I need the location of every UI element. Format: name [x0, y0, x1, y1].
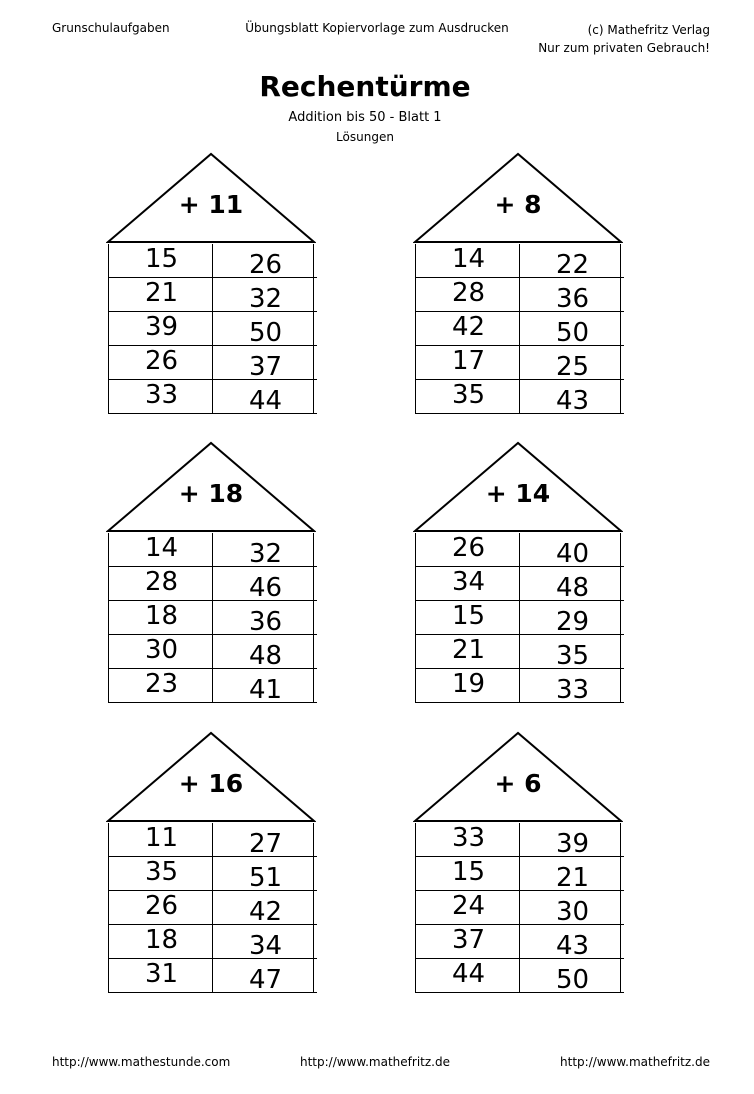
tower-roof — [413, 152, 623, 244]
input-number-cell: 30 — [109, 635, 213, 669]
input-number-cell: 35 — [416, 380, 520, 414]
result-number-cell: 44 — [213, 380, 317, 414]
result-number-cell: 40 — [520, 533, 624, 567]
result-number-cell: 30 — [520, 891, 624, 925]
result-number-cell: 42 — [213, 891, 317, 925]
result-number-cell: 50 — [213, 312, 317, 346]
tower-grid — [415, 533, 621, 703]
input-number-cell: 21 — [416, 635, 520, 669]
result-number-cell: 27 — [213, 823, 317, 857]
tower-operation: + 16 — [178, 769, 244, 798]
result-number-cell: 35 — [520, 635, 624, 669]
tower-operation: + 18 — [178, 479, 244, 508]
tower-grid — [108, 533, 314, 703]
input-number-cell: 24 — [416, 891, 520, 925]
answers-label: Lösungen — [336, 130, 394, 144]
result-number-cell: 39 — [520, 823, 624, 857]
input-number-cell: 39 — [109, 312, 213, 346]
input-number-cell: 35 — [109, 857, 213, 891]
result-number-cell: 32 — [213, 533, 317, 567]
footer-link-left[interactable]: http://www.mathestunde.com — [52, 1055, 231, 1069]
input-number-cell: 18 — [109, 601, 213, 635]
header-left: Grunschulaufgaben — [52, 21, 170, 35]
tower-roof — [106, 441, 316, 533]
tower-roof — [106, 152, 316, 244]
result-number-cell: 46 — [213, 567, 317, 601]
result-number-cell: 34 — [213, 925, 317, 959]
input-number-cell: 18 — [109, 925, 213, 959]
input-number-cell: 44 — [416, 959, 520, 993]
tower — [413, 441, 623, 703]
result-number-cell: 33 — [520, 669, 624, 703]
result-number-cell: 25 — [520, 346, 624, 380]
tower-operation: + 8 — [494, 190, 542, 219]
result-number-cell: 36 — [213, 601, 317, 635]
input-number-cell: 19 — [416, 669, 520, 703]
input-number-cell: 15 — [416, 857, 520, 891]
tower — [413, 731, 623, 993]
result-number-cell: 32 — [213, 278, 317, 312]
input-number-cell: 37 — [416, 925, 520, 959]
result-number-cell: 50 — [520, 312, 624, 346]
input-number-cell: 34 — [416, 567, 520, 601]
tower — [106, 152, 316, 414]
input-number-cell: 26 — [109, 346, 213, 380]
input-number-cell: 42 — [416, 312, 520, 346]
result-number-cell: 51 — [213, 857, 317, 891]
header-center: Übungsblatt Kopiervorlage zum Ausdrucken — [245, 21, 509, 35]
header-right — [538, 21, 710, 57]
page-subtitle: Addition bis 50 - Blatt 1 — [288, 110, 442, 125]
tower-grid — [108, 823, 314, 993]
input-number-cell: 26 — [109, 891, 213, 925]
tower-grid — [415, 823, 621, 993]
header-usage-note: Nur zum privaten Gebrauch! — [538, 41, 710, 55]
result-number-cell: 43 — [520, 925, 624, 959]
input-number-cell: 14 — [109, 533, 213, 567]
result-number-cell: 43 — [520, 380, 624, 414]
input-number-cell: 15 — [416, 601, 520, 635]
result-number-cell: 48 — [520, 567, 624, 601]
result-number-cell: 21 — [520, 857, 624, 891]
input-number-cell: 17 — [416, 346, 520, 380]
input-number-cell: 31 — [109, 959, 213, 993]
input-number-cell: 28 — [416, 278, 520, 312]
input-number-cell: 28 — [109, 567, 213, 601]
tower-grid — [108, 244, 314, 414]
tower — [106, 441, 316, 703]
footer-link-right[interactable]: http://www.mathefritz.de — [560, 1055, 710, 1069]
input-number-cell: 11 — [109, 823, 213, 857]
input-number-cell: 23 — [109, 669, 213, 703]
input-number-cell: 26 — [416, 533, 520, 567]
result-number-cell: 37 — [213, 346, 317, 380]
result-number-cell: 26 — [213, 244, 317, 278]
result-number-cell: 36 — [520, 278, 624, 312]
tower-operation: + 14 — [485, 479, 551, 508]
tower-roof — [106, 731, 316, 823]
input-number-cell: 33 — [109, 380, 213, 414]
result-number-cell: 50 — [520, 959, 624, 993]
result-number-cell: 22 — [520, 244, 624, 278]
result-number-cell: 47 — [213, 959, 317, 993]
result-number-cell: 29 — [520, 601, 624, 635]
input-number-cell: 14 — [416, 244, 520, 278]
tower-roof — [413, 731, 623, 823]
footer-link-center[interactable]: http://www.mathefritz.de — [300, 1055, 450, 1069]
input-number-cell: 33 — [416, 823, 520, 857]
tower — [106, 731, 316, 993]
result-number-cell: 48 — [213, 635, 317, 669]
tower — [413, 152, 623, 414]
input-number-cell: 21 — [109, 278, 213, 312]
tower-operation: + 6 — [494, 769, 542, 798]
input-number-cell: 15 — [109, 244, 213, 278]
result-number-cell: 41 — [213, 669, 317, 703]
header-copyright: (c) Mathefritz Verlag — [587, 23, 710, 37]
tower-grid — [415, 244, 621, 414]
tower-roof — [413, 441, 623, 533]
page-title: Rechentürme — [259, 70, 471, 103]
tower-operation: + 11 — [178, 190, 244, 219]
